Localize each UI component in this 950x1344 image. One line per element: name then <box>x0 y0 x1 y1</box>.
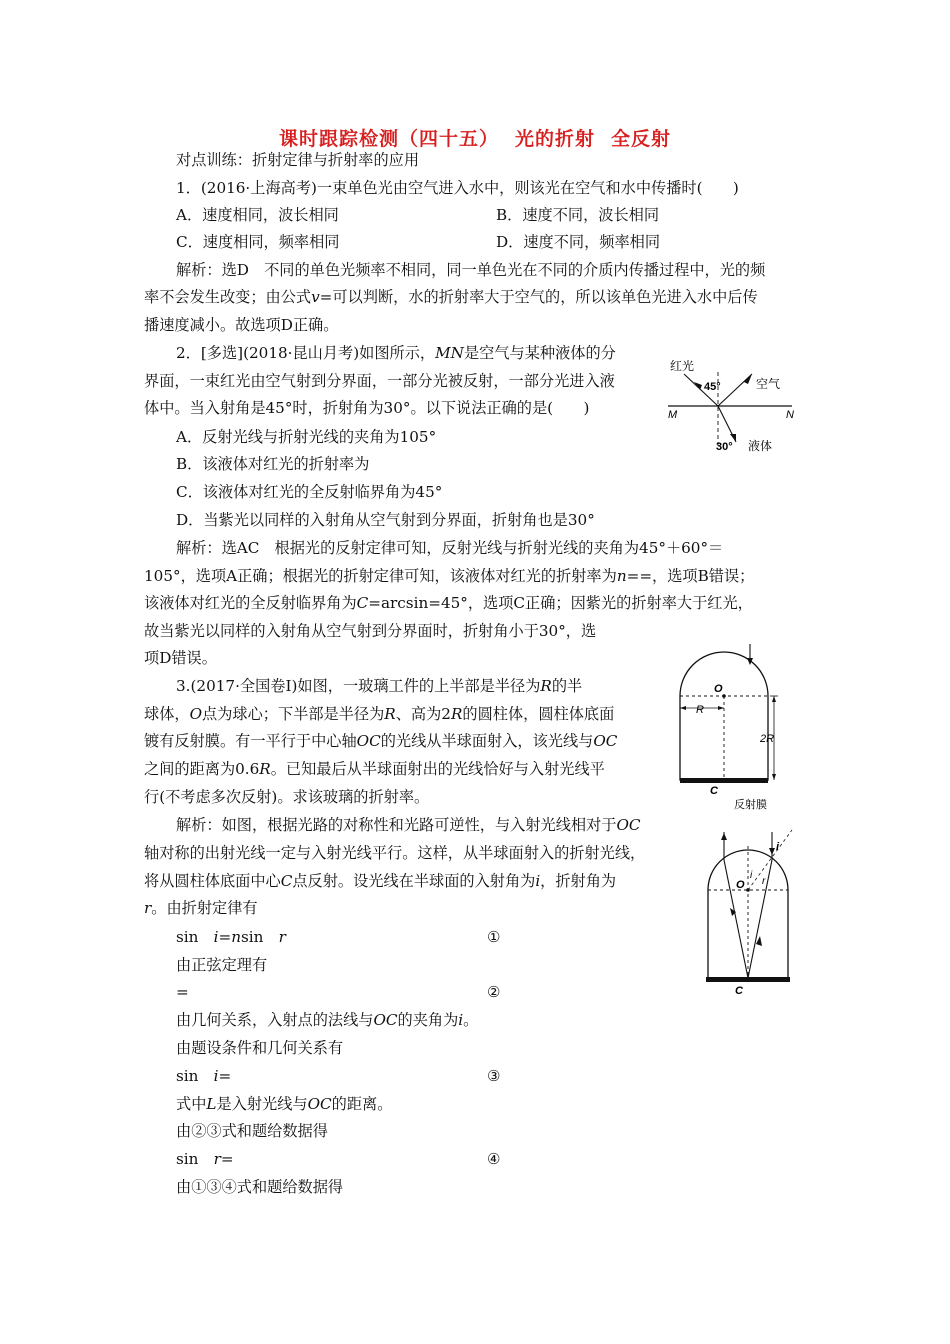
reflected-arrow <box>744 374 752 384</box>
geometry-text: 由几何关系，入射点的法线与OC的夹角为i。 <box>176 1011 479 1029</box>
q1-option-b: B．速度不同，波长相同 <box>496 206 660 224</box>
n-label: N <box>786 409 794 421</box>
q2-stem-line-1: 2．[多选](2018·昆山月考)如图所示，MN是空气与某种液体的分 <box>176 344 616 362</box>
incident-arrow <box>694 382 702 390</box>
q1-option-c: C．速度相同，频率相同 <box>176 233 340 251</box>
q3-stem-line-4: 之间的距离为0.6R。已知最后从半球面射出的光线恰好与入射光线平 <box>144 760 605 778</box>
q2-solution-line-3: 该液体对红光的全反射临界角为C=arcsin=45°，选项C正确；因紫光的折射率大于红光， <box>144 594 753 612</box>
angle-i-label: i <box>776 841 780 853</box>
equation-4: sin r= <box>176 1150 234 1168</box>
exit-arrow <box>721 833 727 840</box>
title-part-3: 全反射 <box>611 128 672 150</box>
q1-solution-line-3: 播速度减小。故选项D正确。 <box>144 316 339 334</box>
q2-option-a: A．反射光线与折射光线的夹角为105° <box>176 428 437 446</box>
center-o-label: O <box>736 879 745 891</box>
q1-option-d: D．速度不同，频率相同 <box>496 233 661 251</box>
section-heading: 对点训练：折射定律与折射率的应用 <box>176 151 419 169</box>
point-c-label: C <box>710 785 718 797</box>
reflected-ray <box>724 860 748 978</box>
title-part-1: 课时跟踪检测（四十五） <box>278 128 499 150</box>
equation-3: sin i= <box>176 1067 232 1085</box>
red-light-label: 红光 <box>670 359 695 373</box>
q1-stem: 1．(2016·上海高考)一束单色光由空气进入水中，则该光在空气和水中传播时( ) <box>176 179 739 197</box>
title-part-2: 光的折射 <box>514 128 595 150</box>
q3-stem-line-2: 球体，O点为球心；下半部是半径为R、高为2R的圆柱体，圆柱体底面 <box>144 705 615 723</box>
from-23-text: 由②③式和题给数据得 <box>176 1122 328 1140</box>
angle-45-label: 45° <box>704 381 721 393</box>
q2-stem-line-3: 体中。当入射角是45°时，折射角为30°。以下说法正确的是( ) <box>144 399 590 417</box>
equation-3-marker: ③ <box>487 1067 501 1085</box>
q1-solution-line-1: 解析：选D 不同的单色光频率不相同，同一单色光在不同的介质内传播过程中，光的频 <box>176 261 766 279</box>
equation-1-marker: ① <box>487 928 501 946</box>
reflective-film-label: 反射膜 <box>734 799 767 811</box>
center-point <box>746 888 750 892</box>
page-title <box>0 124 950 151</box>
height-arrow-top <box>772 696 776 702</box>
point-c-label: C <box>735 985 743 997</box>
q2-option-b: B．该液体对红光的折射率为 <box>176 455 370 473</box>
q2-refraction-figure <box>660 346 800 456</box>
q2-solution-line-4: 故当紫光以同样的入射角从空气射到分界面时，折射角小于30°，选 <box>144 622 597 640</box>
q1-option-a: A．速度相同，波长相同 <box>176 206 339 224</box>
equation-2: = <box>176 983 189 1001</box>
m-label: M <box>668 409 678 421</box>
radius-arrow-left <box>680 706 686 710</box>
angle-r-label: r <box>762 876 766 887</box>
sol3-line-1: 解析：如图，根据光路的对称性和光路可逆性，与入射光线相对于OC <box>176 816 641 834</box>
height-arrow-bottom <box>772 774 776 780</box>
liquid-label: 液体 <box>748 439 773 453</box>
center-o-label: O <box>714 683 723 695</box>
radius-label: R <box>696 704 704 716</box>
height-label: 2R <box>760 733 775 745</box>
q1-solution-line-2: 率不会发生改变；由公式v=可以判断，水的折射率大于空气的，所以该单色光进入水中后传 <box>144 288 758 306</box>
equation-1: sin i=nsin r <box>176 928 286 946</box>
q3-stem-line-3: 镀有反射膜。有一平行于中心轴OC的光线从半球面射入，该光线与OC <box>144 732 618 750</box>
q2-stem-line-2: 界面，一束红光由空气射到分界面，一部分光被反射，一部分光进入液 <box>144 372 615 390</box>
reflective-film <box>680 778 768 783</box>
from-134-text: 由①③④式和题给数据得 <box>176 1178 344 1196</box>
equation-4-marker: ④ <box>487 1150 501 1168</box>
normal-line <box>748 830 792 890</box>
q2-solution-line-5: 项D错误。 <box>144 649 217 667</box>
center-point <box>722 694 726 698</box>
angle-30-label: 30° <box>716 441 733 453</box>
q3-glass-figure <box>674 640 784 812</box>
q3-stem-line-1: 3.(2017·全国卷Ⅰ)如图，一玻璃工件的上半部是半径为R的半 <box>176 677 583 695</box>
sol3-ray-figure <box>700 826 800 998</box>
q2-solution-line-1: 解析：选AC 根据光的反射定律可知，反射光线与折射光线的夹角为45°＋60°＝ <box>176 539 724 557</box>
condition-text: 由题设条件和几何关系有 <box>176 1039 344 1057</box>
reflected-ray <box>718 374 752 406</box>
sol3-line-4: r。由折射定律有 <box>144 899 258 917</box>
radius-arrow-right <box>718 706 724 710</box>
q2-option-d: D．当紫光以同样的入射角从空气射到分界面，折射角也是30° <box>176 511 595 529</box>
equation-2-marker: ② <box>487 983 501 1001</box>
sol3-line-3: 将从圆柱体底面中心C点反射。设光线在半球面的入射角为i，折射角为 <box>144 872 617 890</box>
where-text: 式中L是入射光线与OC的距离。 <box>176 1095 393 1113</box>
q2-option-c: C．该液体对红光的全反射临界角为45° <box>176 483 443 501</box>
angle-i-inner-label: i <box>750 870 753 881</box>
q3-stem-line-5: 行(不考虑多次反射)。求该玻璃的折射率。 <box>144 788 430 806</box>
q2-solution-line-2: 105°，选项A正确；根据光的折射定律可知，该液体对红光的折射率为n==，选项B错误； <box>144 567 755 585</box>
air-label: 空气 <box>756 377 781 391</box>
sol3-line-2: 轴对称的出射光线一定与入射光线平行。这样，从半球面射入的折射光线， <box>144 844 646 862</box>
sine-law-text: 由正弦定理有 <box>176 956 268 974</box>
refracted-arrow <box>756 936 762 946</box>
